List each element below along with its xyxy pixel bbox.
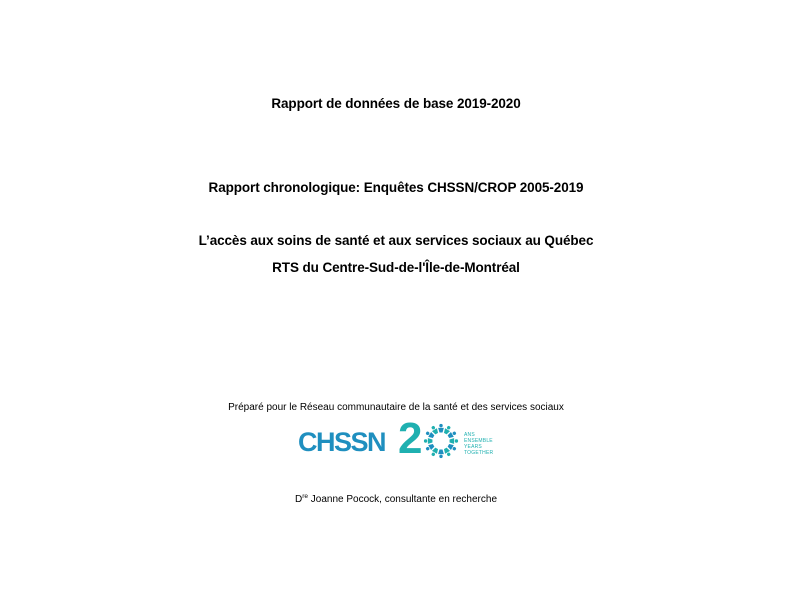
access-subtitle: L’accès aux soins de santé et aux services sociaux au Québec xyxy=(198,233,594,248)
logo-tagline-line: ENSEMBLE xyxy=(464,438,493,444)
people-circle-icon xyxy=(422,422,460,460)
author-credit xyxy=(0,494,792,505)
person-figure-icon xyxy=(438,424,444,433)
logo-tagline-line: TOGETHER xyxy=(464,450,494,456)
person-figure-icon xyxy=(438,450,444,459)
logo-tagline xyxy=(464,432,493,456)
author-superscript: re xyxy=(302,493,308,500)
chronological-report-title: Rapport chronologique: Enquêtes CHSSN/CROP 2005-2019 xyxy=(208,180,584,195)
logo-number: 2 xyxy=(398,414,423,463)
author-name: Joanne Pocock, consultante en recherche xyxy=(308,494,498,505)
person-figure-icon xyxy=(424,438,433,444)
chssn-20-logo xyxy=(298,414,498,463)
person-figure-icon xyxy=(450,438,459,444)
prepared-for-text: Préparé pour le Réseau communautaire de la santé et des services sociaux xyxy=(228,402,564,413)
region-subtitle: RTS du Centre-Sud-de-l'Île-de-Montréal xyxy=(272,260,520,275)
logo-text: CHSSN xyxy=(298,427,386,457)
author-prefix: D xyxy=(294,494,303,505)
logo-tagline-line: ANS xyxy=(464,432,475,438)
logo-tagline-line: YEARS xyxy=(464,444,482,450)
report-title: Rapport de données de base 2019-2020 xyxy=(271,96,521,111)
